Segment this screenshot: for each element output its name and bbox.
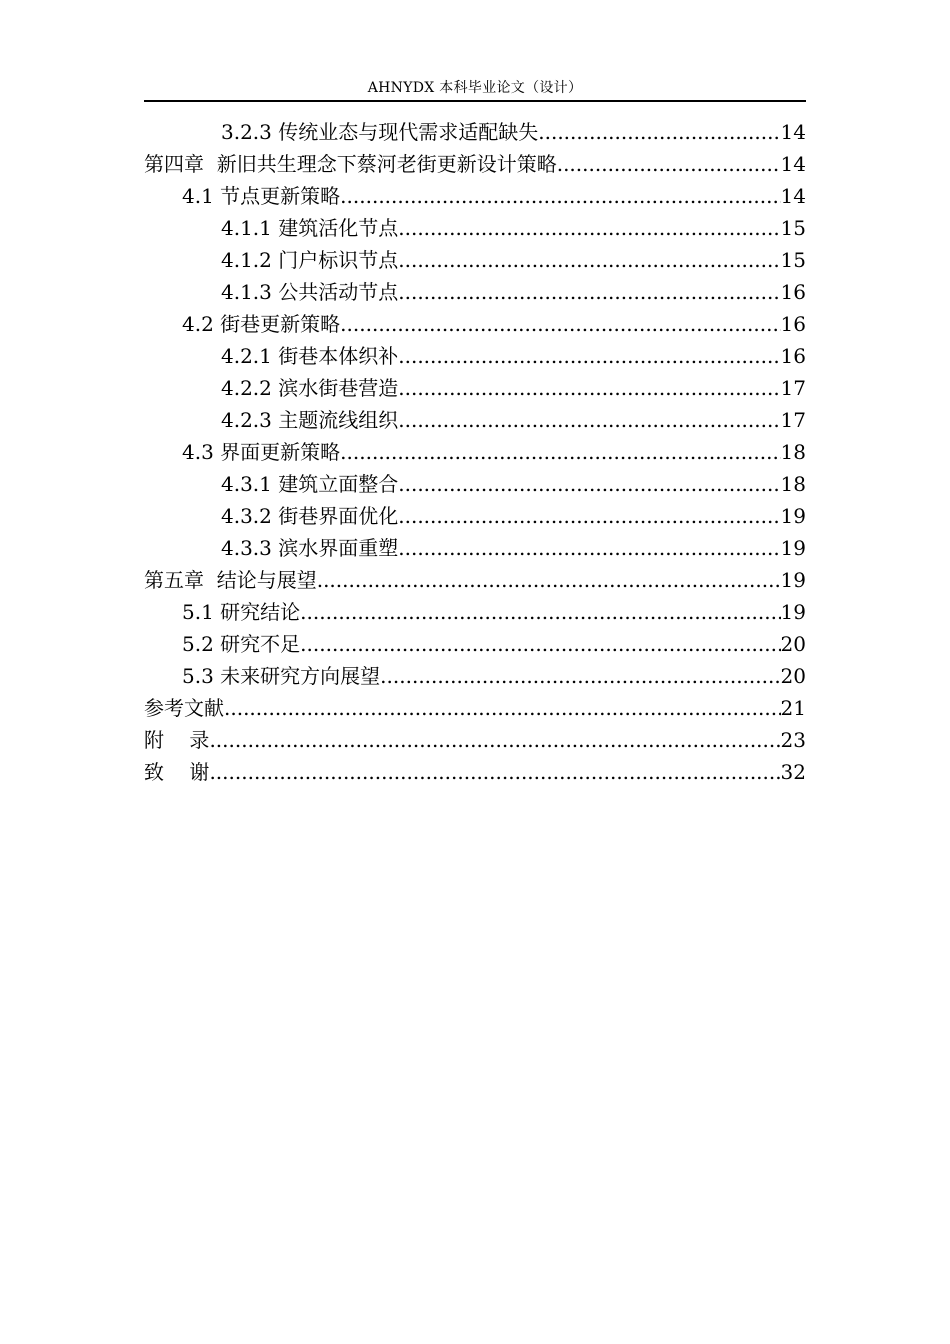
toc-entry-title: 4.1.2 门户标识节点 [221,248,399,272]
toc-entry-title: 4.1.1 建筑活化节点 [221,216,399,240]
toc-entry-title: 3.2.3 传统业态与现代需求适配缺失 [221,120,539,144]
toc-entry-title: 4.2 街巷更新策略 [182,312,341,336]
toc-entry-page: 17 [780,376,806,400]
toc-entry-title: 4.1.3 公共活动节点 [221,280,399,304]
toc-entry-page: 19 [780,504,806,528]
toc-entry[interactable] [144,756,806,788]
toc-entry[interactable] [144,500,806,532]
toc-dot-leader [224,692,781,724]
toc-dot-leader [300,596,780,628]
toc-entry[interactable] [144,148,806,180]
page-header: AHNYDX 本科毕业论文（设计） [367,80,583,96]
toc-dot-leader [398,532,780,564]
toc-dot-leader [317,564,781,596]
toc-entry[interactable] [144,340,806,372]
toc-dot-leader [300,628,780,660]
toc-entry-page: 17 [780,408,806,432]
toc-entry-page: 21 [780,696,806,720]
toc-entry[interactable] [144,436,806,468]
toc-entry-page: 14 [780,152,806,176]
toc-entry-page: 32 [780,760,806,784]
toc-entry[interactable] [144,628,806,660]
toc-dot-leader [398,372,780,404]
toc-entry[interactable] [144,180,806,212]
toc-entry-title: 第五章 结论与展望 [144,568,317,592]
toc-entry-page: 14 [780,120,806,144]
table-of-contents [144,116,806,788]
toc-entry[interactable] [144,468,806,500]
toc-dot-leader [380,660,780,692]
toc-entry-page: 16 [780,280,806,304]
toc-dot-leader [557,148,781,180]
toc-entry-title: 4.3.3 滨水界面重塑 [221,536,399,560]
toc-entry-title: 4.2.1 街巷本体织补 [221,344,399,368]
toc-entry-page: 19 [780,536,806,560]
toc-dot-leader [340,180,780,212]
toc-entry-page: 16 [780,344,806,368]
toc-entry-title: 4.3.2 街巷界面优化 [221,504,399,528]
toc-entry[interactable] [144,692,806,724]
toc-entry-title: 4.2.2 滨水街巷营造 [221,376,399,400]
toc-entry[interactable] [144,308,806,340]
toc-entry-page: 18 [780,472,806,496]
toc-entry-page: 20 [780,632,806,656]
toc-entry[interactable] [144,116,806,148]
toc-entry-title: 第四章 新旧共生理念下蔡河老街更新设计策略 [144,152,557,176]
toc-entry-title: 致 谢 [144,760,210,784]
toc-dot-leader [398,244,780,276]
toc-dot-leader [398,468,780,500]
toc-dot-leader [398,404,780,436]
toc-entry-title: 5.2 研究不足 [182,632,301,656]
toc-entry[interactable] [144,372,806,404]
toc-entry[interactable] [144,532,806,564]
toc-entry[interactable] [144,660,806,692]
toc-entry-page: 16 [780,312,806,336]
toc-entry-page: 19 [780,600,806,624]
toc-dot-leader [398,500,780,532]
toc-dot-leader [340,436,780,468]
toc-entry-page: 18 [780,440,806,464]
toc-dot-leader [398,212,780,244]
toc-entry-page: 23 [780,728,806,752]
toc-entry-page: 15 [780,216,806,240]
toc-entry[interactable] [144,724,806,756]
toc-dot-leader [209,756,780,788]
toc-entry-title: 4.3.1 建筑立面整合 [221,472,399,496]
toc-entry-page: 14 [780,184,806,208]
toc-entry[interactable] [144,596,806,628]
toc-entry[interactable] [144,564,806,596]
toc-entry-title: 5.3 未来研究方向展望 [182,664,381,688]
toc-dot-leader [398,276,780,308]
toc-entry[interactable] [144,212,806,244]
toc-entry[interactable] [144,244,806,276]
toc-entry-page: 19 [780,568,806,592]
toc-entry[interactable] [144,276,806,308]
toc-entry-title: 参考文献 [144,696,224,720]
toc-dot-leader [340,308,780,340]
toc-dot-leader [538,116,780,148]
toc-dot-leader [398,340,780,372]
toc-entry-page: 20 [780,664,806,688]
toc-dot-leader [209,724,780,756]
toc-entry-title: 附 录 [144,728,210,752]
toc-entry-title: 4.1 节点更新策略 [182,184,341,208]
toc-entry[interactable] [144,404,806,436]
toc-entry-title: 4.2.3 主题流线组织 [221,408,399,432]
toc-entry-title: 4.3 界面更新策略 [182,440,341,464]
header-divider [144,100,806,102]
toc-entry-title: 5.1 研究结论 [182,600,301,624]
toc-entry-page: 15 [780,248,806,272]
